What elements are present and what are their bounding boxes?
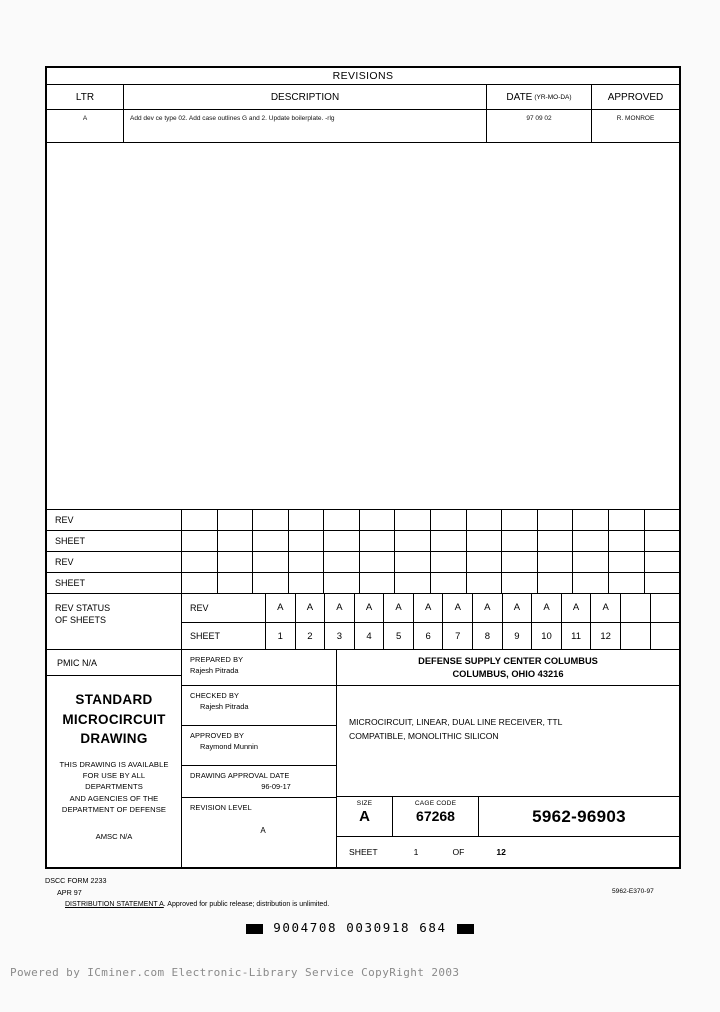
grid-cell	[395, 531, 431, 551]
grid-cell	[360, 531, 396, 551]
grid-cell	[395, 552, 431, 572]
revision-row	[47, 110, 679, 142]
availability-line-3: DEPARTMENTS	[85, 782, 143, 792]
rev-cell: A	[562, 594, 592, 622]
rev-cell: A	[473, 594, 503, 622]
revisions-block	[47, 68, 679, 146]
grid-cell	[360, 510, 396, 530]
grid-cell	[431, 573, 467, 593]
blank-row-cells	[182, 552, 679, 572]
rev-status-title-line2: OF SHEETS	[55, 615, 107, 626]
rev-cell: A	[266, 594, 296, 622]
barcode-strip	[0, 920, 720, 935]
drawing-approval-date-value: 96-09-17	[261, 782, 291, 791]
grid-cell	[324, 510, 360, 530]
grid-cell	[360, 552, 396, 572]
sheet-total: 12	[496, 847, 506, 857]
revision-ltr-cell	[47, 110, 124, 142]
barcode-text: 9004708 0030918 684	[273, 920, 447, 935]
rev-status-of-sheets	[47, 594, 679, 650]
drawing-description-line-2: COMPATIBLE, MONOLITHIC SILICON	[349, 730, 499, 741]
grid-cell	[645, 531, 680, 551]
grid-cell	[538, 510, 574, 530]
grid-cell	[289, 573, 325, 593]
grid-cell	[502, 573, 538, 593]
availability-line-4: AND AGENCIES OF THE	[69, 793, 159, 803]
grid-cell	[502, 510, 538, 530]
agency-line-1: DEFENSE SUPPLY CENTER COLUMBUS	[418, 656, 598, 666]
blank-row-label: REV	[47, 510, 182, 530]
footer-right-code: 5962-E370-97	[612, 888, 654, 895]
approved-by-box	[182, 726, 336, 766]
distribution-statement-text: . Approved for public release; distribution is unlimited.	[163, 901, 330, 908]
approved-by-name: Raymond Munnin	[200, 742, 258, 751]
revision-ltr-value: A	[82, 115, 88, 122]
approved-by-label: APPROVED BY	[190, 731, 245, 740]
title-block-signatures	[182, 650, 337, 867]
grid-cell	[467, 573, 503, 593]
rev-status-sheet-line	[182, 623, 679, 651]
availability-notice	[47, 759, 181, 816]
revisions-block-divider	[47, 142, 679, 143]
sheet-number: 1	[413, 847, 419, 857]
grid-cell	[182, 510, 218, 530]
column-header-date	[487, 85, 592, 109]
revisions-title: REVISIONS	[332, 70, 394, 82]
grid-cell	[324, 573, 360, 593]
availability-line-1: THIS DRAWING IS AVAILABLE	[59, 759, 169, 769]
sheet-cell	[621, 623, 651, 651]
grid-cell	[395, 573, 431, 593]
grid-cell	[573, 510, 609, 530]
revision-approved-cell	[592, 110, 679, 142]
revision-description-cell	[124, 110, 487, 142]
grid-cell	[289, 531, 325, 551]
sheet-of-label: OF	[452, 847, 465, 857]
revision-date-value: 97 09 02	[526, 115, 552, 122]
rev-status-grid	[47, 509, 679, 649]
blank-row-cells	[182, 510, 679, 530]
sheet-cell: 10	[532, 623, 562, 651]
distribution-statement	[65, 901, 685, 908]
revision-date-cell	[487, 110, 592, 142]
blank-row-label: REV	[47, 552, 182, 572]
sheet-cell: 7	[443, 623, 473, 651]
rev-cell: A	[532, 594, 562, 622]
cage-code-value: 67268	[416, 808, 455, 824]
size-label: SIZE	[356, 800, 373, 807]
grid-cell	[182, 531, 218, 551]
drawing-frame	[45, 66, 681, 869]
availability-line-5: DEPARTMENT OF DEFENSE	[61, 805, 167, 815]
grid-cell	[609, 573, 645, 593]
blank-grid-row	[47, 552, 679, 573]
title-block	[47, 649, 679, 867]
revision-approved-value: R. MONROE	[616, 115, 655, 122]
prepared-by-label: PREPARED BY	[190, 655, 244, 664]
rev-status-table	[182, 594, 679, 650]
form-number: DSCC FORM 2233	[45, 876, 107, 885]
grid-cell	[502, 531, 538, 551]
smd-line-3: DRAWING	[80, 731, 148, 747]
grid-cell	[253, 531, 289, 551]
drawing-number-field	[479, 797, 679, 836]
distribution-statement-heading: DISTRIBUTION STATEMENT A	[65, 901, 164, 908]
sheet-cell: 5	[384, 623, 414, 651]
blank-row-cells	[182, 531, 679, 551]
grid-cell	[360, 573, 396, 593]
rev-status-title-line1: REV STATUS	[55, 603, 111, 613]
rev-status-rev-values	[266, 594, 679, 622]
grid-cell	[431, 531, 467, 551]
column-header-description: DESCRIPTION	[124, 85, 487, 109]
standard-microcircuit-drawing-stamp	[47, 676, 181, 867]
rev-status-sheet-values	[266, 623, 679, 651]
amsc-field: AMSC N/A	[95, 831, 133, 841]
grid-cell	[395, 510, 431, 530]
grid-cell	[609, 510, 645, 530]
drawing-canvas	[47, 146, 679, 509]
barcode-block-right-icon	[457, 924, 474, 934]
prepared-by-name: Rajesh Pitrada	[190, 666, 239, 675]
rev-cell: A	[503, 594, 533, 622]
grid-cell	[431, 510, 467, 530]
grid-cell	[431, 552, 467, 572]
cage-code-field	[393, 797, 479, 836]
sheet-count-row	[337, 837, 679, 867]
grid-cell	[645, 552, 680, 572]
sheet-cell: 3	[325, 623, 355, 651]
sheet-cell: 11	[562, 623, 592, 651]
grid-cell	[324, 552, 360, 572]
size-value: A	[359, 808, 370, 825]
rev-cell: A	[443, 594, 473, 622]
sheet-cell: 8	[473, 623, 503, 651]
checked-by-label: CHECKED BY	[190, 691, 240, 700]
grid-cell	[573, 531, 609, 551]
agency-line-2: COLUMBUS, OHIO 43216	[452, 669, 564, 680]
sheet-cell: 1	[266, 623, 296, 651]
grid-cell	[253, 552, 289, 572]
grid-cell	[218, 510, 254, 530]
rev-cell: A	[384, 594, 414, 622]
rev-cell: A	[325, 594, 355, 622]
rev-status-rev-key: REV	[182, 594, 266, 622]
barcode-block-left-icon	[246, 924, 263, 934]
column-header-approved: APPROVED	[607, 91, 664, 103]
revision-level-box	[182, 798, 336, 867]
blank-row-cells	[182, 573, 679, 593]
smd-line-2: MICROCIRCUIT	[62, 711, 166, 727]
grid-cell	[538, 552, 574, 572]
grid-cell	[645, 573, 680, 593]
rev-cell: A	[355, 594, 385, 622]
form-date: APR 97	[57, 888, 82, 897]
revision-level-label: REVISION LEVEL	[190, 803, 252, 812]
revisions-header-row	[47, 84, 679, 110]
grid-cell	[218, 573, 254, 593]
title-block-right	[337, 650, 679, 867]
column-header-date-text: DATE	[506, 91, 533, 103]
grid-cell	[573, 573, 609, 593]
grid-cell	[253, 510, 289, 530]
grid-cell	[609, 552, 645, 572]
rev-status-label	[47, 594, 182, 650]
identification-row	[337, 797, 679, 837]
drawing-description-line-1: MICROCIRCUIT, LINEAR, DUAL LINE RECEIVER, TTL	[349, 717, 563, 727]
grid-cell	[573, 552, 609, 572]
sheet-cell: 4	[355, 623, 385, 651]
grid-cell	[182, 552, 218, 572]
sheet-cell: 9	[503, 623, 533, 651]
rev-cell: A	[296, 594, 326, 622]
size-field	[337, 797, 393, 836]
watermark-text: Powered by ICminer.com Electronic-Library Service CopyRight 2003	[10, 966, 460, 979]
column-header-date-format: (YR-MO-DA)	[534, 93, 572, 101]
sheet-cell: 12	[591, 623, 621, 651]
grid-cell	[538, 531, 574, 551]
grid-cell	[609, 531, 645, 551]
rev-status-rev-line	[182, 594, 679, 623]
pmic-field: PMIC N/A	[47, 650, 181, 676]
page-footer	[45, 876, 685, 908]
revision-description-value: Add dev ce type 02. Add case outlines G and 2. Update boilerplate. -rlg	[130, 115, 335, 122]
grid-cell	[289, 510, 325, 530]
grid-cell	[182, 573, 218, 593]
rev-cell	[651, 594, 680, 622]
rev-cell	[621, 594, 651, 622]
grid-cell	[645, 510, 680, 530]
agency-name	[337, 650, 679, 686]
drawing-approval-date-label: DRAWING APPROVAL DATE	[190, 771, 290, 780]
grid-cell	[289, 552, 325, 572]
grid-cell	[324, 531, 360, 551]
grid-cell	[218, 531, 254, 551]
blank-grid-row	[47, 531, 679, 552]
drawing-approval-date-box	[182, 766, 336, 798]
blank-grid-row	[47, 573, 679, 594]
rev-status-sheet-key: SHEET	[182, 623, 266, 651]
drawing-description	[337, 686, 679, 797]
smd-line-1: STANDARD	[75, 692, 153, 707]
prepared-by-box	[182, 650, 336, 686]
grid-cell	[467, 510, 503, 530]
sheet-cell: 6	[414, 623, 444, 651]
grid-cell	[502, 552, 538, 572]
rev-cell: A	[591, 594, 621, 622]
grid-cell	[538, 573, 574, 593]
blank-row-label: SHEET	[47, 531, 182, 551]
revision-level-value: A	[260, 826, 266, 835]
sheet-label: SHEET	[349, 847, 378, 857]
grid-cell	[467, 531, 503, 551]
grid-cell	[253, 573, 289, 593]
rev-cell: A	[414, 594, 444, 622]
availability-line-2: FOR USE BY ALL	[82, 771, 146, 781]
column-header-ltr: LTR	[47, 85, 124, 109]
title-block-left	[47, 650, 182, 867]
checked-by-box	[182, 686, 336, 726]
checked-by-name: Rajesh Pitrada	[200, 702, 249, 711]
cage-code-label: CAGE CODE	[414, 800, 457, 807]
blank-row-label: SHEET	[47, 573, 182, 593]
blank-grid-row	[47, 510, 679, 531]
sheet-cell: 2	[296, 623, 326, 651]
grid-cell	[467, 552, 503, 572]
grid-cell	[218, 552, 254, 572]
drawing-number-value: 5962-96903	[532, 806, 626, 826]
sheet-cell	[651, 623, 680, 651]
